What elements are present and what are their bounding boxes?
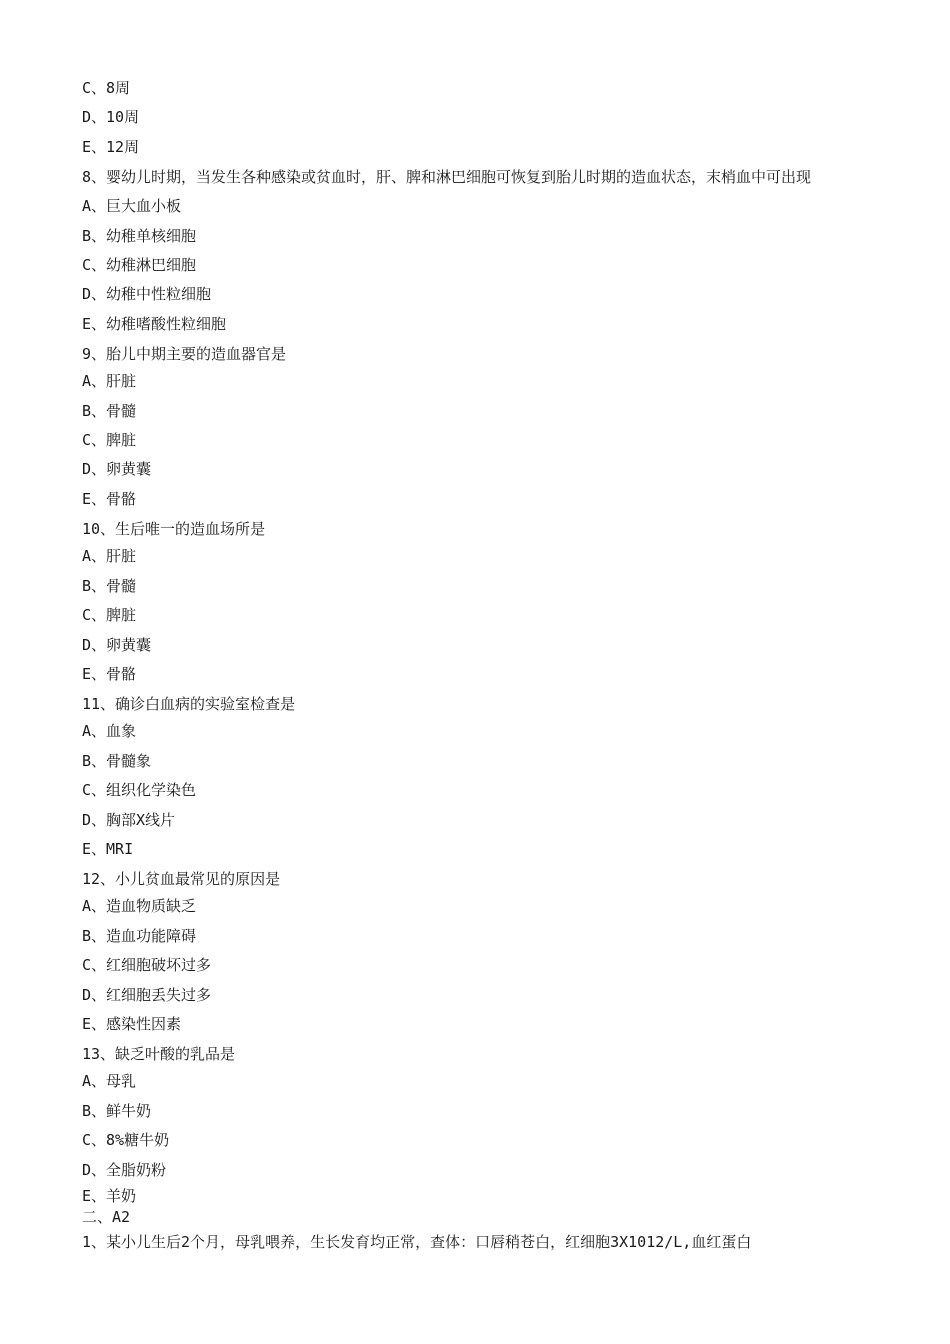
option-line: C、红细胞破坏过多 <box>82 956 212 975</box>
option-line: B、骨髓象 <box>82 751 152 770</box>
option-line: E、骨骼 <box>82 664 137 683</box>
question-12: 12、小儿贫血最常见的原因是 <box>82 870 281 889</box>
option-line: C、幼稚淋巴细胞 <box>82 256 197 275</box>
option-line: E、12周 <box>82 137 140 156</box>
option-line: C、脾脏 <box>82 431 137 450</box>
question-13: 13、缺乏叶酸的乳品是 <box>82 1045 236 1064</box>
question-a2-1: 1、某小儿生后2个月，母乳喂养，生长发育均正常，查体：口唇稍苍白，红细胞3X1012/L,血红蛋白 <box>82 1233 752 1251</box>
option-line: B、造血功能障碍 <box>82 926 197 945</box>
option-line: C、8%糖牛奶 <box>82 1131 170 1150</box>
option-line: A、肝脏 <box>82 547 137 566</box>
option-line: E、MRI <box>82 839 134 858</box>
question-10: 10、生后唯一的造血场所是 <box>82 520 266 539</box>
option-line: E、幼稚嗜酸性粒细胞 <box>82 314 227 333</box>
option-line: A、造血物质缺乏 <box>82 897 197 916</box>
option-line: B、骨髓 <box>82 401 137 420</box>
option-line: B、骨髓 <box>82 576 137 595</box>
option-line: D、红细胞丢失过多 <box>82 985 212 1004</box>
option-line: B、鲜牛奶 <box>82 1101 152 1120</box>
option-line: C、组织化学染色 <box>82 781 197 800</box>
option-line: D、卵黄囊 <box>82 635 152 654</box>
question-11: 11、确诊白血病的实验室检查是 <box>82 695 296 714</box>
option-line: A、母乳 <box>82 1072 137 1091</box>
option-line: E、羊奶 <box>82 1187 137 1205</box>
section-heading: 二、A2 <box>82 1208 131 1226</box>
option-line: D、10周 <box>82 108 140 127</box>
option-line: D、胸部X线片 <box>82 810 176 829</box>
question-9: 9、胎儿中期主要的造血器官是 <box>82 345 287 364</box>
option-line: C、脾脏 <box>82 606 137 625</box>
option-line: A、血象 <box>82 722 137 741</box>
option-line: E、感染性因素 <box>82 1014 182 1033</box>
option-line: E、骨骼 <box>82 489 137 508</box>
question-8: 8、婴幼儿时期，当发生各种感染或贫血时，肝、脾和淋巴细胞可恢复到胎儿时期的造血状态，末梢血中可出现 <box>82 168 812 187</box>
option-line: D、全脂奶粉 <box>82 1160 167 1179</box>
option-line: A、肝脏 <box>82 372 137 391</box>
option-line: A、巨大血小板 <box>82 197 182 216</box>
option-line: D、卵黄囊 <box>82 460 152 479</box>
option-line: D、幼稚中性粒细胞 <box>82 285 212 304</box>
option-line: C、8周 <box>82 79 131 97</box>
option-line: B、幼稚单核细胞 <box>82 226 197 245</box>
document-page <box>82 74 872 1255</box>
